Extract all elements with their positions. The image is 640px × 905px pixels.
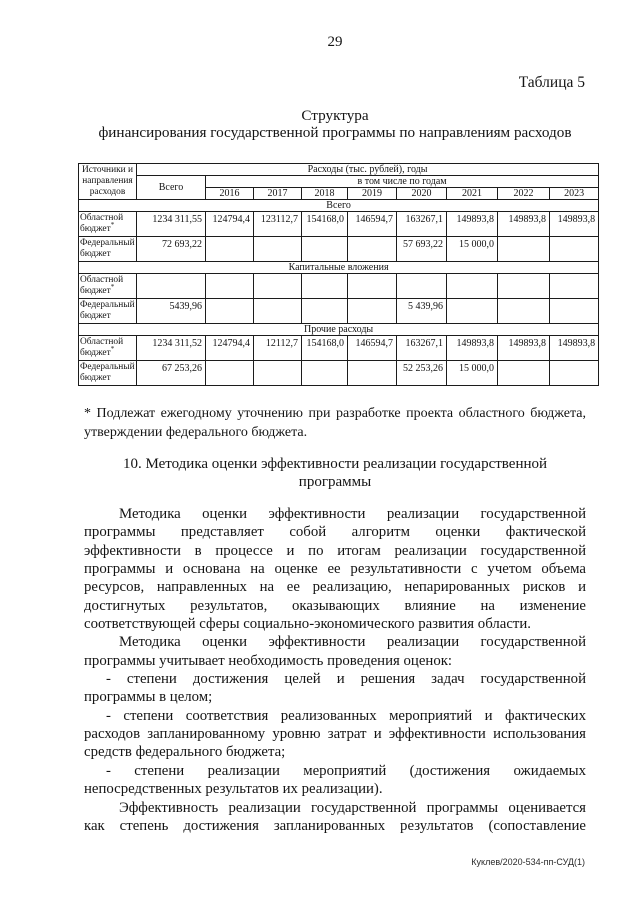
- cell-total: 67 253,26: [137, 361, 206, 386]
- cell-year-2019: 146594,7: [348, 336, 397, 361]
- cell-year-2016: [206, 237, 254, 262]
- table-title-line: Структура: [301, 107, 369, 124]
- cell-year-2016: 124794,4: [206, 212, 254, 237]
- section-heading: [84, 455, 586, 491]
- text-line: расходов запланированному уровню затрат и эффективности использования: [84, 726, 586, 743]
- text-line: Методика оценки эффективности реализации государственной: [119, 506, 586, 522]
- cell-year-2018: 154168,0: [302, 212, 348, 237]
- table-row: [79, 336, 599, 361]
- cell-year-2017: [254, 237, 302, 262]
- cell-year-2021: 149893,8: [447, 336, 498, 361]
- row-source: [79, 336, 137, 361]
- cell-year-2021: 149893,8: [447, 212, 498, 237]
- cell-year-2016: [206, 274, 254, 299]
- cell-year-2019: [348, 274, 397, 299]
- table-label: Таблица 5: [518, 74, 585, 91]
- cell-total: 72 693,22: [137, 237, 206, 262]
- cell-year-2022: [498, 274, 550, 299]
- row-source: [79, 274, 137, 299]
- text-line: - степени реализации мероприятий (достижения ожидаемых: [106, 762, 586, 779]
- cell-year-2023: [550, 274, 599, 299]
- cell-year-2020: 52 253,26: [397, 361, 447, 386]
- text-line: программы учитывает необходимость проведения оценок:: [84, 652, 453, 669]
- list-item: [84, 707, 586, 762]
- section-title: Прочие расходы: [79, 324, 599, 336]
- cell-year-2023: [550, 299, 599, 324]
- cell-year-2020: 163267,1: [397, 336, 447, 361]
- cell-year-2017: [254, 299, 302, 324]
- header-by-years: в том числе по годам: [206, 176, 599, 188]
- section-heading-line: 10. Методика оценки эффективности реализации государственной: [122, 456, 548, 472]
- text-line: программы и основана на оценке ее результативности с учетом объема: [84, 561, 586, 578]
- cell-year-2020: 5 439,96: [397, 299, 447, 324]
- text-line: достигнутых результатов, оказывающих влияние на изменение: [84, 597, 586, 614]
- cell-year-2019: [348, 299, 397, 324]
- header-year-2020: 2020: [397, 188, 447, 200]
- cell-year-2018: 154168,0: [302, 336, 348, 361]
- table-row: [79, 212, 599, 237]
- cell-year-2017: 123112,7: [254, 212, 302, 237]
- table-row: [79, 361, 599, 386]
- text-line: Эффективность реализации государственной программы оценивается: [119, 799, 586, 816]
- header-year-2017: 2017: [254, 188, 302, 200]
- cell-year-2018: [302, 274, 348, 299]
- table-row: [79, 274, 599, 299]
- header-year-2021: 2021: [447, 188, 498, 200]
- cell-year-2021: [447, 274, 498, 299]
- header-sources-directions: Источники и направления расходов: [79, 164, 137, 200]
- footnote-line: * Подлежат ежегодному уточнению при разработке проекта областного бюджета,: [84, 406, 586, 421]
- cell-year-2020: 57 693,22: [397, 237, 447, 262]
- cell-year-2021: [447, 299, 498, 324]
- list-item: [84, 762, 586, 799]
- footnote-mark: *: [110, 344, 115, 353]
- table-title: [84, 108, 586, 141]
- cell-total: 5439,96: [137, 299, 206, 324]
- cell-total: 1234 311,55: [137, 212, 206, 237]
- text-line: программы представляет собой алгоритм оценки фактической: [84, 524, 586, 541]
- table-footnote: [84, 404, 586, 442]
- document-footer-code: Куклев/2020-534-пп-СУД(1): [471, 857, 585, 867]
- cell-year-2023: 149893,8: [550, 212, 599, 237]
- header-expenses: Расходы (тыс. рублей), годы: [137, 164, 599, 176]
- cell-year-2022: 149893,8: [498, 336, 550, 361]
- text-line: как степень достижения запланированных результатов (сопоставление: [84, 817, 586, 834]
- row-source: [79, 212, 137, 237]
- row-source: Федеральный бюджет: [79, 299, 137, 324]
- cell-year-2022: 149893,8: [498, 212, 550, 237]
- cell-year-2019: [348, 361, 397, 386]
- text-line: соответствующей сферы социально-экономического развития области.: [84, 616, 531, 633]
- table-row: [79, 299, 599, 324]
- cell-year-2016: 124794,4: [206, 336, 254, 361]
- page-number: 29: [327, 34, 343, 50]
- cell-year-2023: [550, 237, 599, 262]
- cell-year-2018: [302, 237, 348, 262]
- row-source: Федеральный бюджет: [79, 361, 137, 386]
- cell-year-2022: [498, 237, 550, 262]
- cell-year-2022: [498, 299, 550, 324]
- footnote-line: утверждении федерального бюджета.: [84, 425, 308, 440]
- header-total: Всего: [137, 176, 206, 200]
- section-title: Капитальные вложения: [79, 262, 599, 274]
- cell-year-2016: [206, 361, 254, 386]
- section-title: Всего: [79, 200, 599, 212]
- cell-year-2023: 149893,8: [550, 336, 599, 361]
- row-source: Федеральный бюджет: [79, 237, 137, 262]
- cell-year-2021: 15 000,0: [447, 361, 498, 386]
- paragraph-methodology-intro: [84, 505, 586, 633]
- text-line: - степени достижения целей и решения задач государственной: [106, 671, 586, 688]
- cell-year-2018: [302, 361, 348, 386]
- header-year-2023: 2023: [550, 188, 599, 200]
- cell-year-2023: [550, 361, 599, 386]
- cell-year-2019: [348, 237, 397, 262]
- table-row: [79, 237, 599, 262]
- footnote-mark: *: [110, 282, 115, 291]
- row-source-label: Областной бюджет: [80, 213, 124, 234]
- row-source-label: Областной бюджет: [80, 275, 124, 296]
- table-title-line: финансирования государственной программы по направлениям расходов: [98, 123, 572, 141]
- list-item: [84, 670, 586, 707]
- paragraph-efficiency-definition: [84, 799, 586, 836]
- text-line: эффективности в процессе и по итогам реализации государственной: [84, 542, 586, 559]
- cell-year-2017: 12112,7: [254, 336, 302, 361]
- cell-year-2020: [397, 274, 447, 299]
- header-year-2022: 2022: [498, 188, 550, 200]
- text-line: Методика оценки эффективности реализации государственной: [119, 634, 586, 651]
- financing-structure-table: [78, 163, 599, 386]
- cell-year-2022: [498, 361, 550, 386]
- footnote-mark: *: [110, 220, 115, 229]
- header-year-2018: 2018: [302, 188, 348, 200]
- header-year-2016: 2016: [206, 188, 254, 200]
- cell-total: 1234 311,52: [137, 336, 206, 361]
- row-source-label: Областной бюджет: [80, 337, 124, 358]
- cell-year-2021: 15 000,0: [447, 237, 498, 262]
- cell-total: [137, 274, 206, 299]
- body-text: [84, 505, 586, 835]
- text-line: средств федерального бюджета;: [84, 744, 286, 761]
- cell-year-2019: 146594,7: [348, 212, 397, 237]
- text-line: программы в целом;: [84, 689, 213, 706]
- text-line: непосредственных результатов их реализации).: [84, 781, 383, 798]
- cell-year-2020: 163267,1: [397, 212, 447, 237]
- cell-year-2016: [206, 299, 254, 324]
- cell-year-2018: [302, 299, 348, 324]
- cell-year-2017: [254, 274, 302, 299]
- section-heading-line: программы: [298, 474, 372, 490]
- cell-year-2017: [254, 361, 302, 386]
- text-line: - степени соответствия реализованных мероприятий и фактических: [106, 707, 586, 724]
- text-line: ресурсов, направленных на ее реализацию, непарированных рисков и: [84, 579, 586, 596]
- paragraph-methodology-scope: [84, 633, 586, 670]
- header-year-2019: 2019: [348, 188, 397, 200]
